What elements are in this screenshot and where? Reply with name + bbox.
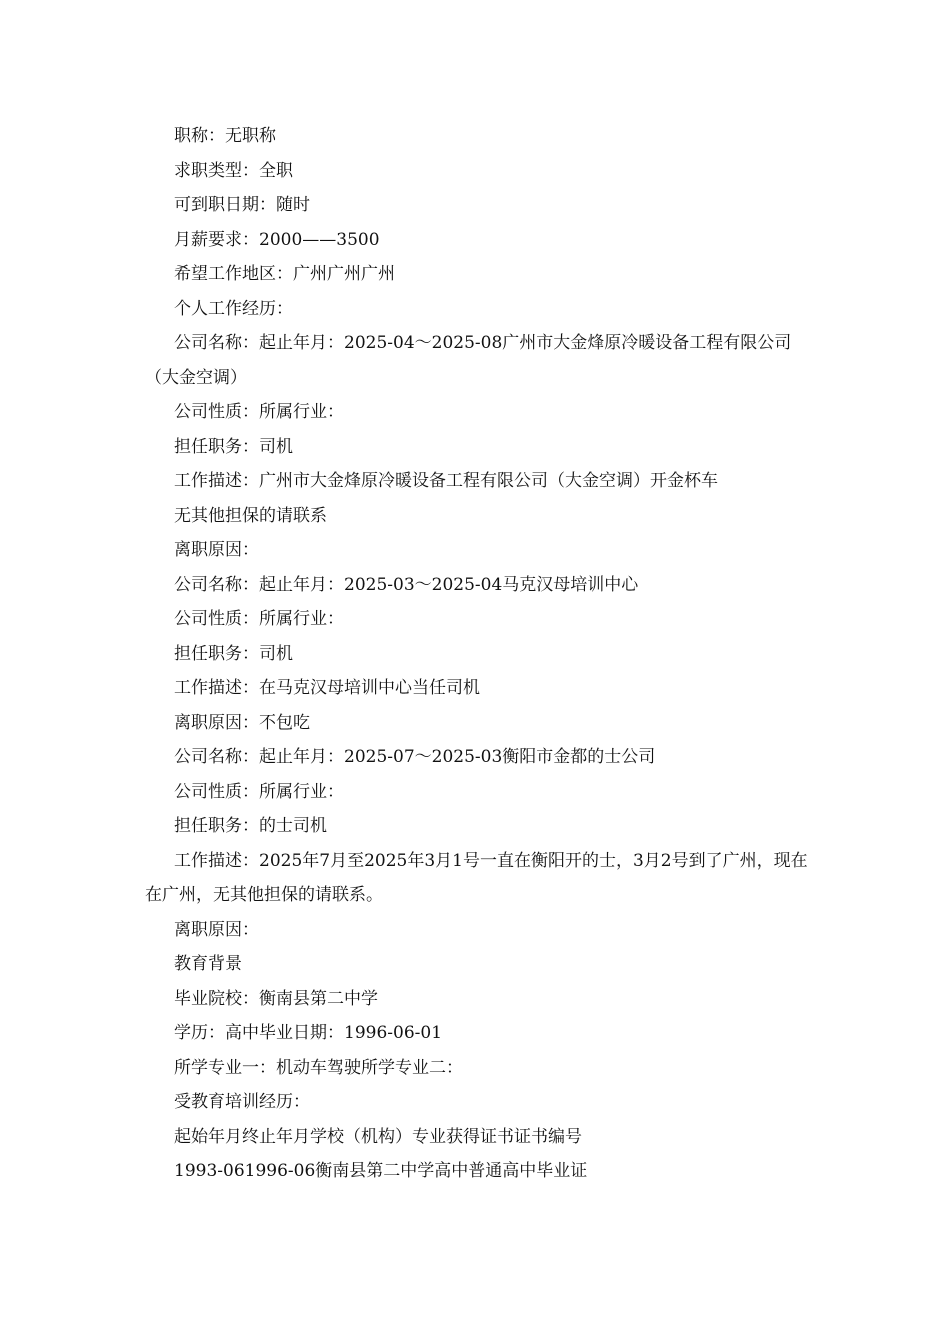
text-line: 起始年月终止年月学校（机构）专业获得证书证书编号 — [174, 1126, 582, 1147]
text-line: 公司名称：起止年月：2025-07～2025-03衡阳市金都的士公司 — [174, 747, 656, 767]
text-line: 所学专业一：机动车驾驶所学专业二： — [174, 1057, 463, 1078]
text-line: 担任职务：司机 — [174, 436, 293, 457]
text-line: 职称：无职称 — [174, 126, 276, 146]
text-line: 求职类型：全职 — [174, 160, 293, 181]
text-line: 公司性质：所属行业： — [174, 781, 344, 802]
text-line: 担任职务：司机 — [174, 643, 293, 664]
text-line: 离职原因： — [174, 540, 259, 560]
text-line: 受教育培训经历： — [174, 1092, 310, 1112]
text-line: 工作描述：2025年7月至2025年3月1号一直在衡阳开的士，3月2号到了广州，现在在广州，无其他担保的请联系。 — [145, 850, 808, 905]
text-line: 工作描述：广州市大金烽原冷暖设备工程有限公司（大金空调）开金杯车 — [174, 471, 718, 491]
text-line: 希望工作地区：广州广州广州 — [174, 264, 395, 284]
text-line: 公司性质：所属行业： — [174, 609, 344, 629]
text-line: 公司性质：所属行业： — [174, 402, 344, 422]
text-line: 工作描述：在马克汉母培训中心当任司机 — [174, 678, 480, 698]
text-line: 学历：高中毕业日期：1996-06-01 — [174, 1023, 443, 1043]
text-line: 可到职日期：随时 — [174, 195, 310, 215]
text-line: 教育背景 — [174, 954, 242, 974]
text-line: 月薪要求：2000——3500 — [174, 229, 380, 250]
resume-text-body — [145, 119, 810, 1189]
text-line: 担任职务：的士司机 — [174, 816, 327, 836]
text-line: 1993-061996-06衡南县第二中学高中普通高中毕业证 — [174, 1161, 588, 1181]
text-line: 公司名称：起止年月：2025-03～2025-04马克汉母培训中心 — [174, 574, 639, 595]
text-line: 毕业院校：衡南县第二中学 — [174, 988, 378, 1009]
text-line: 个人工作经历： — [174, 298, 293, 319]
text-line: 公司名称：起止年月：2025-04～2025-08广州市大金烽原冷暖设备工程有限公司（大金空调） — [145, 333, 792, 388]
text-line: 离职原因：不包吃 — [174, 712, 310, 733]
text-line: 无其他担保的请联系 — [174, 505, 327, 526]
text-line: 离职原因： — [174, 919, 259, 940]
